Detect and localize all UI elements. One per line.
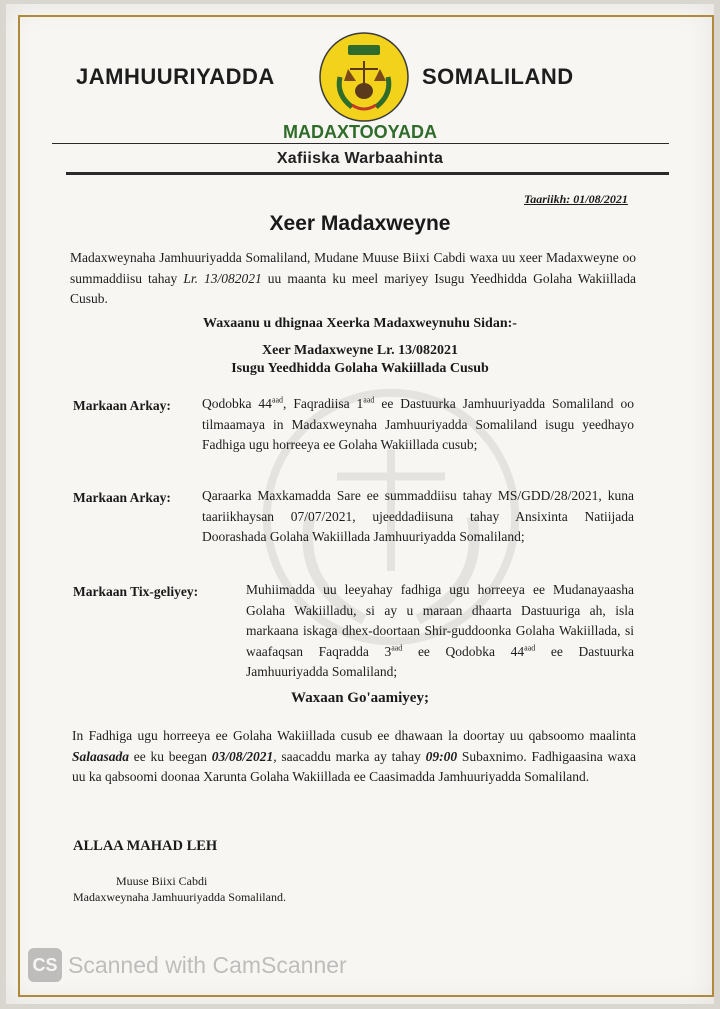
session-date: 03/08/2021 xyxy=(211,748,274,764)
document-title: Xeer Madaxweyne xyxy=(269,212,451,235)
header-right-title: SOMALILAND xyxy=(422,64,574,89)
office-subtitle: Xafiiska Warbaahinta xyxy=(276,150,444,167)
clause-text: Qodobka $44^{aad}$, Faqradiisa $1^{aad}$ ee Dastuurka Jamhuuriyadda Somaliland oo tilmaamaya in Madaxweynaha Jamhuuriyadda Somaliland isugu yeedhayo Fadhiga ugu horreeya ee Golaha Wakiillada cusub; xyxy=(202,395,634,452)
document-date: Taariikh: 01/08/2021 xyxy=(524,192,628,206)
decree-heading xyxy=(0,342,720,378)
camscanner-logo-icon: CS xyxy=(28,948,62,982)
header-divider xyxy=(52,143,669,144)
signer-title: Madaxweynaha Jamhuuriyadda Somaliland. xyxy=(73,890,286,904)
office-name: MADAXTOOYADA xyxy=(282,122,438,142)
decision-heading: Waxaan Go'aamiyey; xyxy=(291,690,429,706)
scanner-watermark xyxy=(28,948,347,982)
clause-label: Markaan Tix-geliyey: xyxy=(73,584,199,599)
header-left-title: JAMHUURIYADDA xyxy=(76,64,275,89)
clause-label: Markaan Arkay: xyxy=(73,490,171,505)
watermark-text: Scanned with CamScanner xyxy=(68,951,347,978)
clause-label: Markaan Arkay: xyxy=(73,398,171,413)
decision-paragraph: In Fadhiga ugu horreeya ee Golaha Wakiillada cusub ee dhawaan la doortay uu qabsoomo maalinta Salaasada ee ku beegan 03/08/2021, saacaddu marka ay tahay 09:00 Subaxnimo. Fadhigaasina waxa uu ka qabsoomi doonaa Xarunta Golaha Wakiillada ee Caasimadda Jamhuuriyadda Somaliland. xyxy=(72,728,636,784)
closing-phrase: ALLAA MAHAD LEH xyxy=(73,838,218,854)
clause-text: Muhiimadda uu leeyahay fadhiga ugu horreeya ee Mudanayaasha Golaha Wakiilladu, si ay u maraan dhaarta Dastuuriga ah, isla markaana iskaga dhex-doortaan Shir-guddoonka Golaha Wakiillada, si waafaqsan Faqradda $3^{aad}$ ee Qodobka $44^{aad}$ ee Dastuurka Jamhuuriyadda Somaliland; xyxy=(246,582,634,679)
decree-number: Xeer Madaxweyne Lr. 13/082021 xyxy=(262,343,458,358)
session-day: Salaasada xyxy=(72,748,130,764)
preamble-heading: Waxaanu u dhignaa Xeerka Madaxweynuhu Sidan:- xyxy=(203,316,517,331)
signer-name: Muuse Biixi Cabdi xyxy=(116,874,208,888)
national-emblem-icon xyxy=(318,31,410,123)
decree-reference: Lr. 13/082021 xyxy=(183,270,262,286)
intro-paragraph: Madaxweynaha Jamhuuriyadda Somaliland, Mudane Muuse Biixi Cabdi waxa uu xeer Madaxweyne oo summaddiisu tahay Lr. 13/082021 uu maanta ku meel mariyey Isugu Yeedhidda Golaha Wakiillada Cusub. xyxy=(70,250,636,306)
clause-text: Qaraarka Maxkamadda Sare ee summaddiisu tahay MS/GDD/28/2021, kuna taariikhaysan 07/07/2021, ujeeddadiisuna tahay Ansixinta Natiijada Doorashada Golaha Wakiillada Jamhuuriyadda Somaliland; xyxy=(202,488,634,544)
session-time: 09:00 xyxy=(425,748,458,764)
header-thick-divider xyxy=(66,172,669,175)
decree-subject: Isugu Yeedhidda Golaha Wakiillada Cusub xyxy=(231,361,489,376)
